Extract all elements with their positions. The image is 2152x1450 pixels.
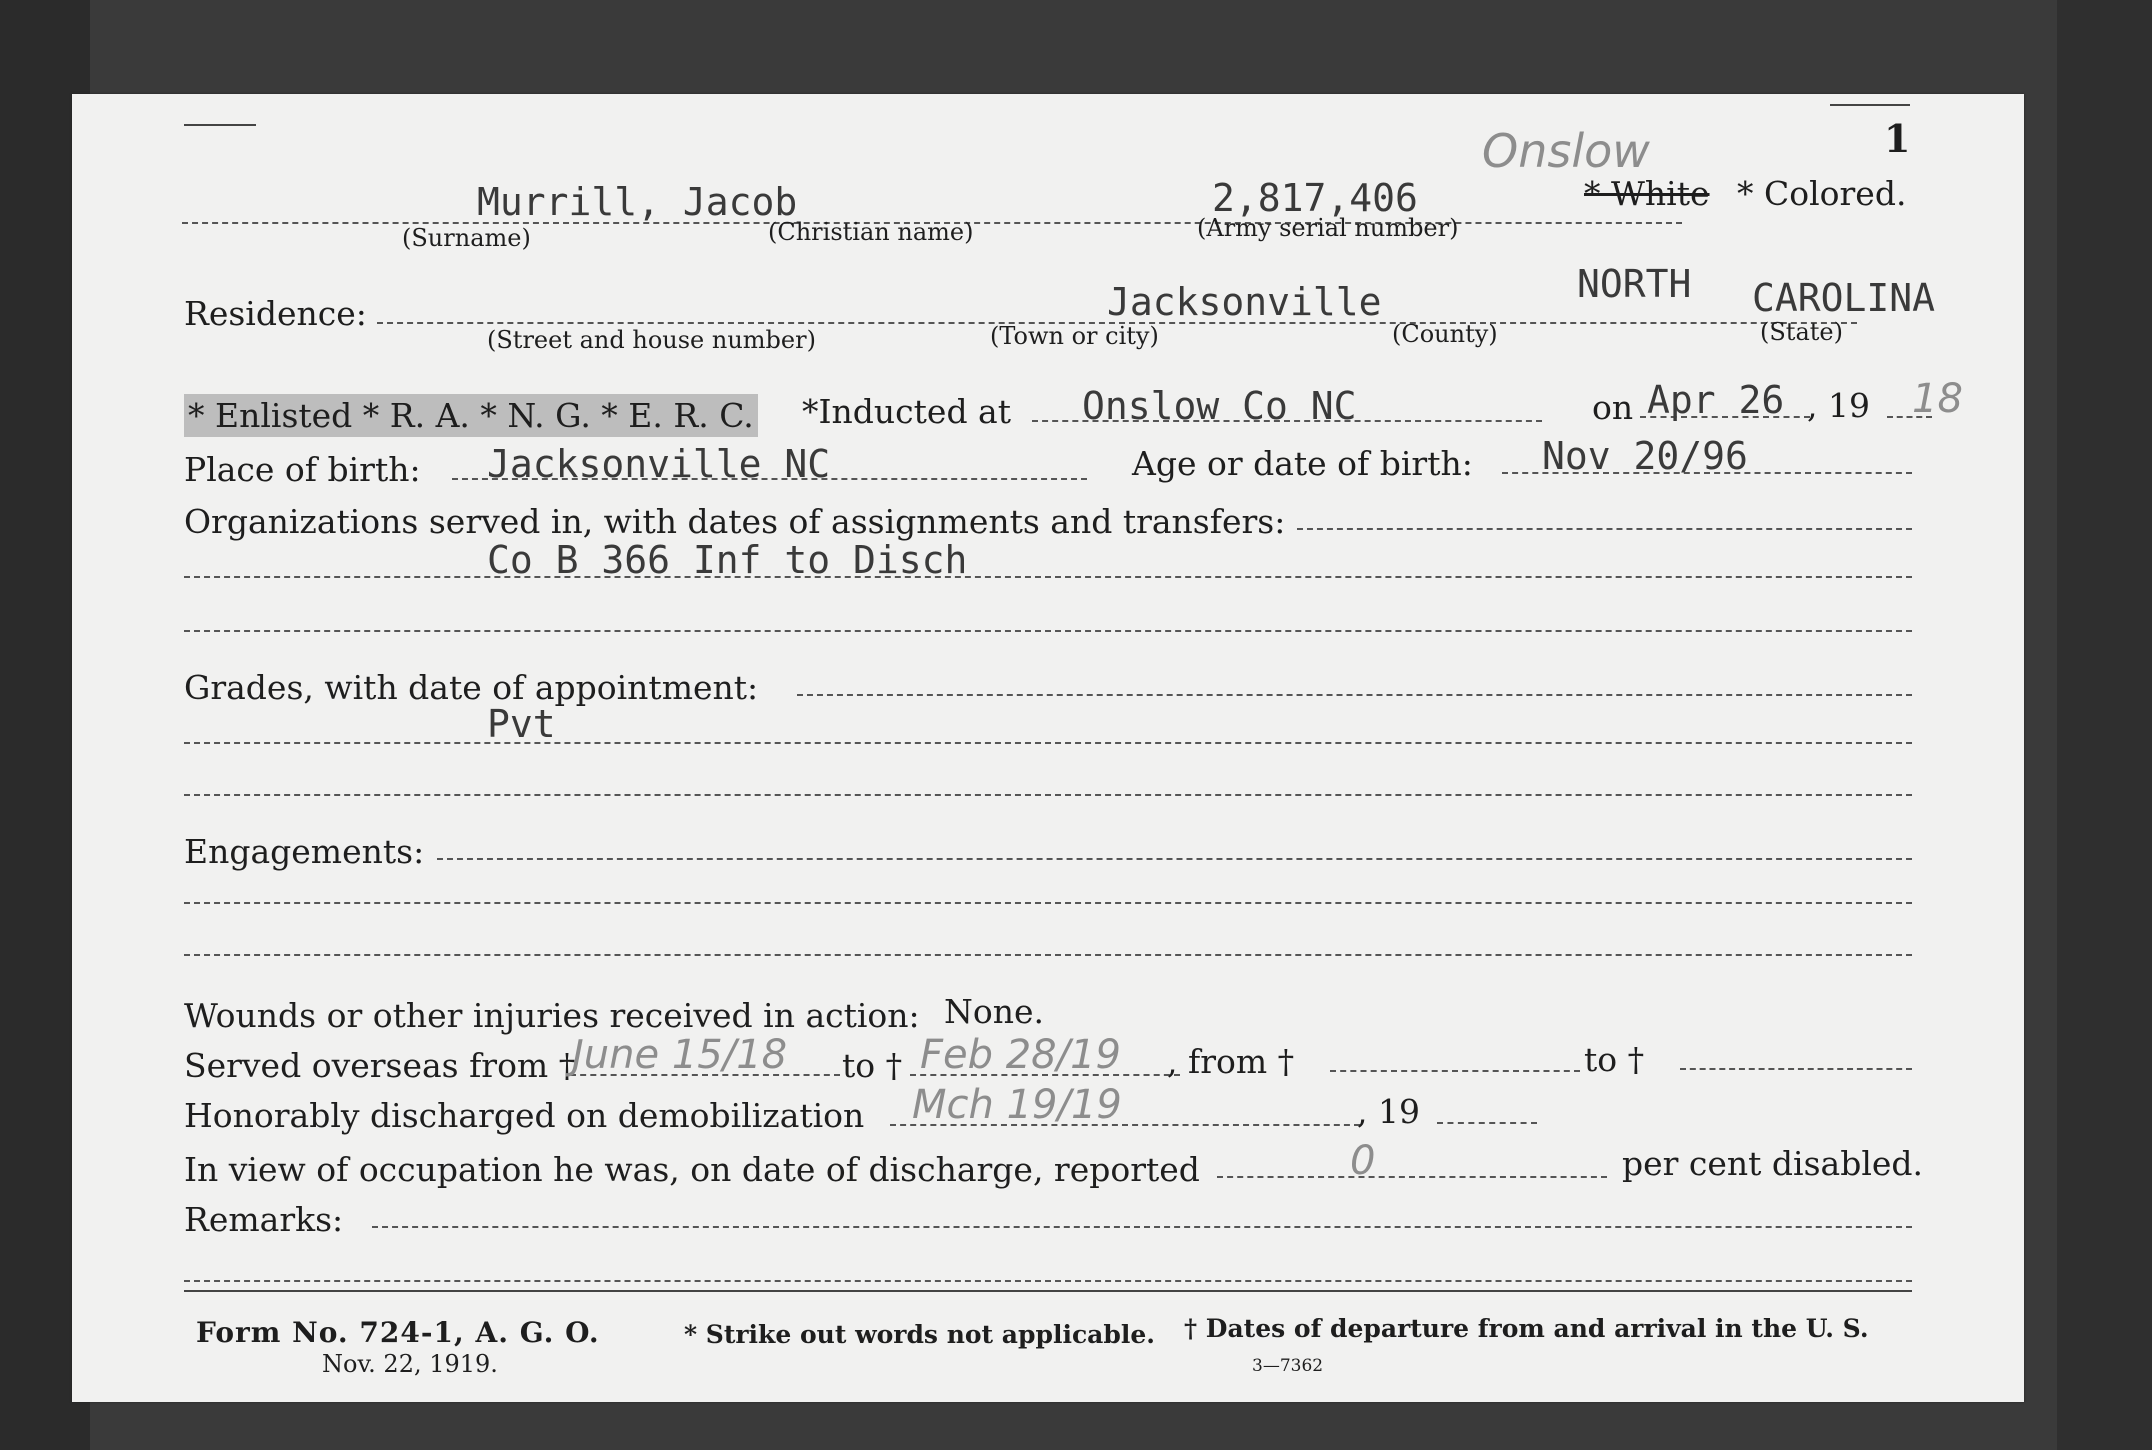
engagements-label: Engagements: (184, 832, 425, 871)
discharge-label: Honorably discharged on demobilization (184, 1096, 865, 1135)
overseas-from2-line (1330, 1070, 1580, 1072)
serial-value: 2,817,406 (1212, 176, 1418, 220)
year-prefix: , 19 (1807, 386, 1870, 425)
inducted-value: Onslow Co NC (1082, 384, 1357, 428)
name-value: Murrill, Jacob (477, 180, 798, 224)
street-label: (Street and house number) (487, 326, 816, 354)
top-left-rule (184, 124, 256, 126)
organizations-line-1 (1297, 528, 1912, 530)
remarks-line-2 (184, 1280, 1912, 1282)
place-of-birth-label: Place of birth: (184, 450, 421, 489)
form-number: Form No. 724-1, A. G. O. (196, 1316, 600, 1349)
grades-value: Pvt (487, 702, 556, 746)
county-label: (County) (1392, 320, 1498, 348)
place-of-birth-value: Jacksonville NC (487, 442, 831, 486)
remarks-label: Remarks: (184, 1200, 344, 1239)
race-white-option: * White (1584, 174, 1710, 213)
remarks-line-1 (372, 1226, 1912, 1228)
date-of-birth-label: Age or date of birth: (1132, 444, 1473, 483)
annotation-onslow: Onslow (1482, 124, 1650, 178)
serial-label: (Army serial number) (1197, 214, 1459, 242)
town-value: Jacksonville (1107, 280, 1382, 324)
service-record-card (72, 94, 2024, 1402)
state-value-north: NORTH (1577, 262, 1692, 306)
wounds-value: None. (944, 992, 1045, 1031)
organizations-line-3 (184, 630, 1912, 632)
organizations-value: Co B 366 Inf to Disch (487, 538, 968, 582)
overseas-from-label: Served overseas from † (184, 1046, 576, 1085)
date-of-birth-value: Nov 20/96 (1542, 434, 1748, 478)
discharge-year-prefix: , 19 (1357, 1092, 1420, 1131)
engagements-line-1 (437, 858, 1912, 860)
grades-line-3 (184, 794, 1912, 796)
surname-label: (Surname) (402, 224, 531, 252)
overseas-to-value: Feb 28/19 (920, 1032, 1121, 1078)
strike-note: * Strike out words not applicable. (684, 1320, 1155, 1349)
overseas-from-value: June 15/18 (572, 1032, 788, 1078)
top-right-rule (1830, 104, 1910, 106)
race-colored-option: * Colored. (1737, 174, 1907, 213)
form-date: Nov. 22, 1919. (322, 1350, 498, 1378)
induction-year-value: 18 (1912, 376, 1963, 422)
remarks-double-rule (184, 1290, 1912, 1292)
enlistment-options: * Enlisted * R. A. * N. G. * E. R. C. (184, 396, 758, 435)
residence-label: Residence: (184, 294, 367, 333)
organizations-line-2 (184, 576, 1912, 578)
induction-date-value: Apr 26 (1647, 378, 1785, 422)
town-label: (Town or city) (990, 322, 1159, 350)
disability-label: In view of occupation he was, on date of discharge, reported (184, 1150, 1200, 1189)
disability-suffix: per cent disabled. (1622, 1144, 1924, 1183)
disability-line (1217, 1176, 1607, 1178)
state-label: (State) (1760, 318, 1843, 346)
discharge-value: Mch 19/19 (912, 1082, 1122, 1128)
organizations-label: Organizations served in, with dates of assignments and transfers: (184, 502, 1286, 541)
engagements-line-2 (184, 902, 1912, 904)
overseas-to2-line (1680, 1068, 1912, 1070)
state-value-carolina: CAROLINA (1752, 276, 1936, 320)
grades-line-1 (797, 694, 1912, 696)
overseas-to2-label: to † (1584, 1040, 1645, 1079)
grades-label: Grades, with date of appointment: (184, 668, 759, 707)
grades-line-2 (184, 742, 1912, 744)
christian-name-label: (Christian name) (768, 218, 974, 246)
print-code: 3—7362 (1252, 1356, 1324, 1376)
inducted-label: *Inducted at (802, 392, 1011, 431)
wounds-label: Wounds or other injuries received in action: (184, 996, 920, 1035)
engagements-line-3 (184, 954, 1912, 956)
overseas-from2-label: , from † (1167, 1042, 1295, 1081)
disability-value: 0 (1350, 1138, 1376, 1184)
on-label: on (1592, 388, 1634, 427)
card-number: 1 (1884, 116, 1911, 161)
discharge-year-line (1437, 1122, 1537, 1124)
dates-note: † Dates of departure from and arrival in the U. S. (1184, 1314, 1869, 1343)
background-right (2057, 0, 2152, 1450)
overseas-to-label: to † (842, 1046, 903, 1085)
